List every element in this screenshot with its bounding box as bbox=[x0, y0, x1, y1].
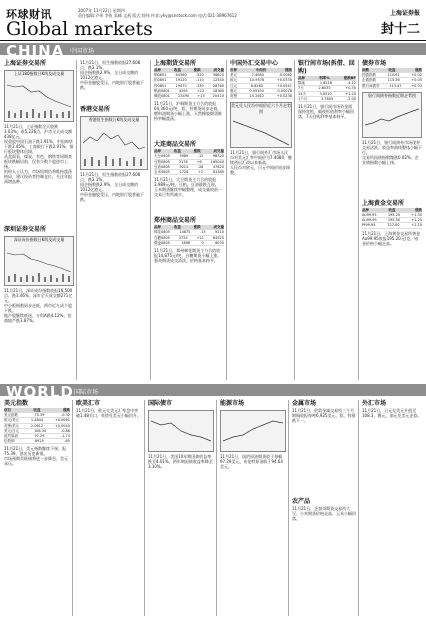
table-header-cell: 项目 bbox=[4, 408, 11, 412]
table-cell: 6925 bbox=[34, 439, 44, 444]
hkex-text: 11月21日，恒生指数收报27,608点，跌2.1%。 国企指数跌2.9%，全日成交额约1012亿港元。 中资金融股受压，内地银行股普遍下跌。 bbox=[80, 172, 144, 202]
world-band-title: WORLD bbox=[6, 383, 74, 401]
table-cell: 白糖0805 bbox=[154, 235, 170, 240]
energy-text: 11月21日，纽约原油期货收于每桶97.29美元，布伦特原油收于94.64美元。 bbox=[220, 454, 283, 469]
header-meta bbox=[78, 8, 237, 18]
table-cell: 港元 bbox=[230, 88, 237, 93]
table-cell: +23 bbox=[196, 88, 204, 93]
paper-name: 上海证券报 bbox=[389, 10, 420, 17]
table-cell: 1.4844 bbox=[30, 418, 44, 423]
table-cell: +15 bbox=[197, 94, 205, 99]
hkex-chart bbox=[80, 116, 148, 170]
sse-chart bbox=[4, 70, 74, 122]
table-row bbox=[230, 94, 292, 99]
col-divider bbox=[358, 60, 359, 380]
table-cell: 英镑/美元 bbox=[4, 423, 20, 428]
table-cell: -0.86 bbox=[60, 428, 70, 433]
fx-table bbox=[230, 68, 292, 99]
table-header-cell: 成交量 bbox=[213, 225, 224, 230]
table-cell: +0.0541 bbox=[276, 83, 292, 88]
table-cell: +0.0061 bbox=[54, 418, 70, 423]
fx-text: 11月21日，银行间外汇市场人民币对美元汇率中间价为7.4080，继续创出汇改以来新高。 人民币对欧元、日元中间价同步调整。 bbox=[230, 150, 292, 176]
table-cell: 伦敦铜 bbox=[4, 439, 15, 444]
table-cell: +0.0045 bbox=[54, 423, 70, 428]
table-cell: -0.00078 bbox=[276, 88, 292, 93]
table-cell: 6030 bbox=[215, 240, 224, 245]
table-cell: -110 bbox=[195, 78, 204, 83]
table-header-cell: 涨跌 bbox=[415, 68, 422, 72]
table-cell: +0.35 bbox=[345, 86, 356, 91]
table-cell: -1.74 bbox=[60, 434, 70, 439]
table-header-cell: 涨跌 bbox=[63, 408, 70, 412]
table-cell: -4.12 bbox=[346, 81, 356, 86]
table-cell: 3.0510 bbox=[319, 91, 332, 96]
table-header-cell: 收盘 bbox=[388, 68, 396, 72]
table-cell: +6 bbox=[196, 159, 202, 164]
table-header-cell: 指数 bbox=[362, 68, 369, 72]
table-cell: +0.0238 bbox=[276, 94, 292, 99]
table-cell: 14天 bbox=[298, 91, 306, 96]
table-cell: 14875 bbox=[179, 230, 191, 235]
world-col-1 bbox=[4, 400, 70, 616]
table-cell: 燃油0801 bbox=[154, 88, 170, 93]
bond-world-text: 11月21日，美国10年期国债收益率跌至4.01%，两年期国债收益率降至3.10%。 bbox=[148, 454, 213, 469]
table-header-cell: 涨跌 bbox=[193, 68, 201, 72]
table-cell: -0.0062 bbox=[278, 73, 292, 78]
table-cell: 18360 bbox=[212, 88, 224, 93]
column-bond bbox=[362, 60, 422, 380]
table-cell: 97.29 bbox=[34, 434, 45, 439]
table-cell: Au99.99 bbox=[362, 218, 377, 223]
world-col-3 bbox=[148, 400, 214, 616]
table-header-cell: 成交量 bbox=[213, 68, 224, 72]
table-header-cell: 收盘 bbox=[173, 68, 181, 72]
section-gold: 上海黄金交易所 bbox=[362, 199, 405, 207]
sse-chart-title: 上证180指数日K线及成交量 bbox=[13, 71, 65, 76]
col-divider bbox=[144, 400, 145, 616]
table-header-cell: 涨跌 bbox=[285, 68, 292, 72]
table-cell: 23490 bbox=[178, 94, 190, 99]
table-header-cell: 收盘 bbox=[173, 149, 181, 154]
table-cell: 英镑 bbox=[230, 94, 237, 99]
szse-chart bbox=[4, 236, 74, 286]
world-table bbox=[4, 408, 70, 444]
table-header-cell: 涨跌 bbox=[415, 207, 422, 212]
shfe-text: 11月21日，沪铜期货主力合约收报64,360元/吨，铝、锌期货同步走低。 燃料油期货小幅上涨，天然橡胶期货维持窄幅震荡。 bbox=[154, 101, 222, 122]
table-row bbox=[154, 170, 224, 175]
table-cell: 110.61 bbox=[387, 73, 400, 78]
table-row bbox=[362, 223, 422, 228]
table-cell: 企债指数 bbox=[362, 78, 376, 83]
col-divider bbox=[216, 400, 217, 616]
table-header-cell: 币种 bbox=[230, 68, 237, 72]
table-cell: 美元 bbox=[230, 73, 237, 78]
table-cell: 美元指数 bbox=[4, 413, 18, 418]
section-sse: 上海证券交易所 bbox=[4, 60, 47, 67]
sse-chart-svg bbox=[5, 77, 73, 119]
bond-chart bbox=[362, 92, 422, 138]
energy-chart bbox=[220, 410, 286, 452]
table-cell: 3.7805 bbox=[320, 96, 334, 101]
table-cell: +1.30 bbox=[411, 213, 422, 218]
dce-table bbox=[154, 149, 224, 175]
table-cell: 20410 bbox=[212, 94, 224, 99]
table-cell: +0.03 bbox=[411, 83, 422, 88]
world-col-2 bbox=[76, 400, 142, 616]
table-cell: +2.10 bbox=[411, 223, 422, 228]
bond-chart-svg bbox=[363, 99, 421, 135]
table-header-cell: 成交量 bbox=[213, 149, 224, 154]
table-cell: 欧元/美元 bbox=[4, 418, 20, 423]
section-dce: 大连商品交易所 bbox=[154, 141, 197, 149]
table-cell: +0.0335 bbox=[276, 78, 292, 83]
table-cell: 19470 bbox=[175, 83, 187, 88]
fx-chart-title: 美元兑人民币中间价近六个月走势图 bbox=[231, 103, 291, 115]
table-cell: 9210 bbox=[215, 230, 224, 235]
column-hkex bbox=[80, 60, 148, 380]
table-cell: +21 bbox=[196, 235, 204, 240]
table-header-cell: 品种 bbox=[154, 225, 161, 230]
table-cell: 64360 bbox=[175, 73, 187, 78]
table-header-cell: 收盘 bbox=[388, 207, 396, 212]
table-cell: 锌0801 bbox=[154, 83, 167, 88]
table-cell: 115.26 bbox=[387, 78, 400, 83]
table-cell: -2.05 bbox=[346, 96, 356, 101]
bond-text: 11月21日，银行间债券市场现券交易活跃，收益率曲线整体小幅下行。 交易所国债指数微涨0.02%，企业债指数小幅上扬。 bbox=[362, 139, 422, 165]
brand-cn: 环球财讯 bbox=[6, 8, 52, 21]
hkex-chart-title: 香港恒生指数日K线及成交量 bbox=[88, 117, 140, 122]
col-divider bbox=[72, 400, 73, 616]
table-header-cell: 涨跌 bbox=[193, 149, 201, 154]
czce-text: 11月21日，郑州棉花期货主力合约收报14,875元/吨，白糖期货小幅上涨。 强麦期货成交清淡，价格基本持平。 bbox=[154, 248, 222, 264]
table-header-cell: 品种 bbox=[362, 207, 369, 212]
brand-en: Global markets bbox=[6, 18, 153, 40]
table-cell: 1728 bbox=[179, 170, 189, 175]
table-cell: 国债指数 bbox=[362, 73, 376, 78]
table-cell: +1.25 bbox=[411, 218, 422, 223]
column-sse bbox=[4, 60, 74, 380]
table-cell: 美元/日元 bbox=[4, 428, 20, 433]
table-header-cell: 涨跌 bbox=[193, 225, 201, 230]
column-fx bbox=[230, 60, 292, 380]
bond-world-chart bbox=[148, 410, 214, 452]
table-cell: 6.8265 bbox=[250, 83, 264, 88]
table-header-cell: 涨跌BP bbox=[343, 76, 356, 80]
section-czce: 郑州商品交易所 bbox=[154, 217, 197, 225]
table-cell: 铝0801 bbox=[154, 78, 167, 83]
table-cell: 棉花0805 bbox=[154, 230, 170, 235]
table-cell: +1.20 bbox=[345, 91, 356, 96]
table-cell: +0.05 bbox=[411, 78, 422, 83]
sse-text: 11月21日，上证指数全天收跌3.03%，收5,226点，沪市全天成交额438亿元。 权重股中国石油下跌1.91%，中国神华下跌3.45%，工商银行下跌2.91%，银行板块整体回调。 从盘面看，煤炭、有色、钢铁等周期类板块跌幅居前，仅有少数个股逆市上扬。 机构人士认为，市场短期仍将维持震荡格局，建议投资者控制仓位，关注年报预增品种。 bbox=[4, 124, 74, 184]
section-bond: 债券市场 bbox=[362, 60, 387, 67]
szse-chart-title: 深证成份指数日K线及成交量 bbox=[13, 237, 65, 242]
fx-chart-svg bbox=[231, 115, 291, 151]
table-cell: 7天 bbox=[298, 86, 304, 91]
table-cell: 195.50 bbox=[387, 218, 401, 223]
col-divider bbox=[226, 60, 227, 380]
table-cell: 豆油0805 bbox=[154, 164, 170, 169]
table-cell: 15.2612 bbox=[249, 94, 265, 99]
table-cell: 12540 bbox=[212, 78, 224, 83]
hkex-lead: 11月21日，恒生指数收报27,608点，跌2.1%。 国企指数跌2.9%，全日成交额约1012亿港元。 中资金融股受压，内地银行股普遍下跌。 bbox=[80, 60, 144, 90]
table-cell: 0.95150 bbox=[249, 88, 264, 93]
table-cell: -15 bbox=[199, 230, 206, 235]
section-metals: 金属市场 bbox=[292, 400, 317, 407]
col-divider bbox=[150, 60, 151, 380]
table-cell: 327.00 bbox=[387, 223, 400, 228]
col-divider bbox=[294, 60, 295, 380]
world-col-4 bbox=[220, 400, 286, 616]
table-cell: 75.39 bbox=[34, 413, 45, 418]
table-cell: 纽约原油 bbox=[4, 434, 18, 439]
money-text: 11月21日，银行间市场资金面保持宽松，隔夜拆借利率小幅回落，7天回购利率基本持平。 bbox=[298, 104, 354, 120]
table-cell: 玉米0805 bbox=[154, 170, 170, 175]
table-cell: 19120 bbox=[175, 78, 187, 83]
section-szse: 深圳证券交易所 bbox=[4, 226, 47, 233]
col-divider bbox=[76, 60, 77, 380]
world-col-6 bbox=[362, 400, 422, 616]
col-divider bbox=[358, 400, 359, 616]
table-cell: 84520 bbox=[212, 235, 224, 240]
table-cell: 铜0801 bbox=[154, 73, 167, 78]
usd-index-text: 11月21日，美元指数继续下探，报75.39，创出历史新低。 市场预期美联储将进一步降息，美元承压。 bbox=[4, 446, 68, 467]
energy-svg bbox=[221, 411, 285, 451]
table-cell: 36820 bbox=[212, 73, 224, 78]
meta-line2: 责任编辑:乔伟 李锐 高峰 文燕 版式:徐伟 传真:yhy@cnstock.com 电话:021-38967612 bbox=[78, 13, 237, 18]
table-cell: 1个月 bbox=[298, 96, 308, 101]
column-futures bbox=[154, 60, 224, 380]
section-money: 银行间市场(拆借、回购) bbox=[298, 60, 355, 75]
table-cell: 0 bbox=[201, 240, 204, 245]
table-cell: 2.0612 bbox=[30, 423, 44, 428]
table-cell: 28760 bbox=[212, 83, 224, 88]
table-cell: 9214 bbox=[179, 164, 189, 169]
section-fx-world: 欧美汇市 bbox=[76, 400, 101, 407]
section-usd-index: 美元指数 bbox=[4, 400, 29, 407]
table-cell: Pt99.95 bbox=[362, 223, 376, 228]
table-cell: 113.47 bbox=[389, 83, 402, 88]
table-cell: 3989 bbox=[179, 154, 189, 159]
section-fx: 中国外汇交易中心 bbox=[230, 60, 279, 67]
table-row bbox=[298, 97, 356, 102]
table-cell: 195.20 bbox=[387, 213, 401, 218]
szse-chart-svg bbox=[5, 243, 73, 283]
section-agri: 农产品 bbox=[292, 498, 311, 505]
table-row bbox=[154, 94, 224, 99]
section-fx-markets: 外汇市场 bbox=[362, 400, 387, 407]
table-cell: Au99.95 bbox=[362, 213, 377, 218]
agri-text: 11月21日，芝加哥期货交易所大豆、小麦期货价格走高，玉米小幅回落。 bbox=[292, 506, 356, 521]
fx-world-text: 11月21日，欧元兑美元汇率盘中突破1.48关口，英镑兑美元小幅回升。 bbox=[76, 408, 141, 418]
table-cell: 豆粕0805 bbox=[154, 159, 170, 164]
table-cell: 3176 bbox=[178, 159, 188, 164]
bond-world-svg bbox=[149, 411, 213, 451]
dce-text: 11月21日，大豆期货主力合约收报3,989元/吨，豆粕、豆油涨跌互现。 玉米期货继续窄幅整理，成交量较前一交易日有所减少。 bbox=[154, 177, 222, 198]
szse-text: 11月21日，深证成份指数收报16,500点，跌3.46%，深市全天成交额271亿元。 中小板指数同步走低，两市近九成个股下跌。 地产股继续低迷，万科A跌4.12%，招商地产跌3.87%。 bbox=[4, 288, 73, 323]
fx-chart bbox=[230, 102, 292, 148]
table-cell: 7.4080 bbox=[251, 73, 264, 78]
metals-text: 11月21日，伦敦金属交易所三个月期铜收报每吨6,925美元，铝、锌涨跌不一。 bbox=[292, 408, 356, 423]
table-cell: -330 bbox=[195, 83, 204, 88]
table-row bbox=[362, 84, 422, 89]
table-cell: 1.8216 bbox=[319, 81, 333, 86]
bond-table bbox=[362, 68, 422, 89]
table-header-cell: 中间价 bbox=[255, 68, 267, 72]
hkex-chart-svg bbox=[81, 123, 147, 167]
table-header-cell: 收盘 bbox=[33, 408, 41, 412]
table-row bbox=[4, 439, 70, 444]
table-header-cell: 品种 bbox=[298, 76, 305, 80]
table-cell: 大豆0805 bbox=[154, 154, 170, 159]
gold-table bbox=[362, 208, 422, 229]
table-header-cell: 收盘 bbox=[173, 225, 181, 230]
shfe-table bbox=[154, 68, 224, 99]
page-number: 封十二 bbox=[380, 22, 420, 37]
gold-text: 11月21日，上海黄金交易所黄金Au99.95收报195.20元/克，铂金价格小幅走高。 bbox=[362, 230, 421, 246]
table-cell: -0.32 bbox=[60, 413, 70, 418]
table-cell: 47620 bbox=[212, 164, 224, 169]
table-cell: +0.02 bbox=[411, 73, 422, 78]
col-divider bbox=[288, 400, 289, 616]
table-header-cell: 品种 bbox=[154, 68, 161, 72]
table-cell: -12 bbox=[197, 154, 204, 159]
section-energy: 能源市场 bbox=[220, 400, 245, 407]
fx-markets-text: 11月21日，日元兑美元升值至108.3，澳元、加元兑美元走软。 bbox=[362, 408, 422, 418]
bond-chart-title: 银行间债券指数近期走势图 bbox=[368, 92, 416, 98]
table-cell: 2.6035 bbox=[318, 86, 331, 91]
table-cell: -28 bbox=[197, 164, 204, 169]
table-cell: -520 bbox=[195, 73, 204, 78]
world-col-5 bbox=[292, 400, 356, 616]
section-shfe: 上海期货交易所 bbox=[154, 60, 197, 67]
header-rule bbox=[0, 40, 426, 41]
table-header-cell: 品种 bbox=[154, 149, 161, 154]
table-cell: 61380 bbox=[212, 170, 224, 175]
table-cell: 强麦0805 bbox=[154, 240, 170, 245]
table-cell: +2 bbox=[198, 170, 204, 175]
section-bond-world: 国际债市 bbox=[148, 400, 173, 407]
section-hkex: 香港交易所 bbox=[80, 106, 111, 113]
china-band-title: CHINA bbox=[6, 42, 65, 60]
table-cell: 108.30 bbox=[33, 428, 47, 433]
table-cell: 1896 bbox=[181, 240, 191, 245]
table-row bbox=[154, 241, 224, 246]
china-band-sub: 中国市场 bbox=[70, 48, 95, 55]
table-cell: 隔夜 bbox=[298, 81, 305, 86]
table-cell: 日元 bbox=[230, 83, 237, 88]
column-money bbox=[298, 60, 356, 380]
table-cell: 4195 bbox=[178, 88, 188, 93]
table-cell: 橡胶0801 bbox=[154, 94, 170, 99]
czce-table bbox=[154, 225, 224, 246]
meta-line1: 2007年 11月22日 星期四 bbox=[78, 8, 125, 13]
table-cell: 银行间债券 bbox=[362, 83, 380, 88]
table-cell: 10.9578 bbox=[249, 78, 265, 83]
table-cell: 3754 bbox=[178, 235, 188, 240]
table-cell: 欧元 bbox=[230, 78, 237, 83]
money-table bbox=[298, 76, 356, 102]
table-cell: -65 bbox=[64, 439, 70, 444]
table-header-cell: 利率% bbox=[319, 76, 330, 80]
table-cell: 165040 bbox=[210, 159, 224, 164]
table-cell: 98320 bbox=[212, 154, 224, 159]
world-band-sub: 国际市场 bbox=[74, 389, 99, 396]
